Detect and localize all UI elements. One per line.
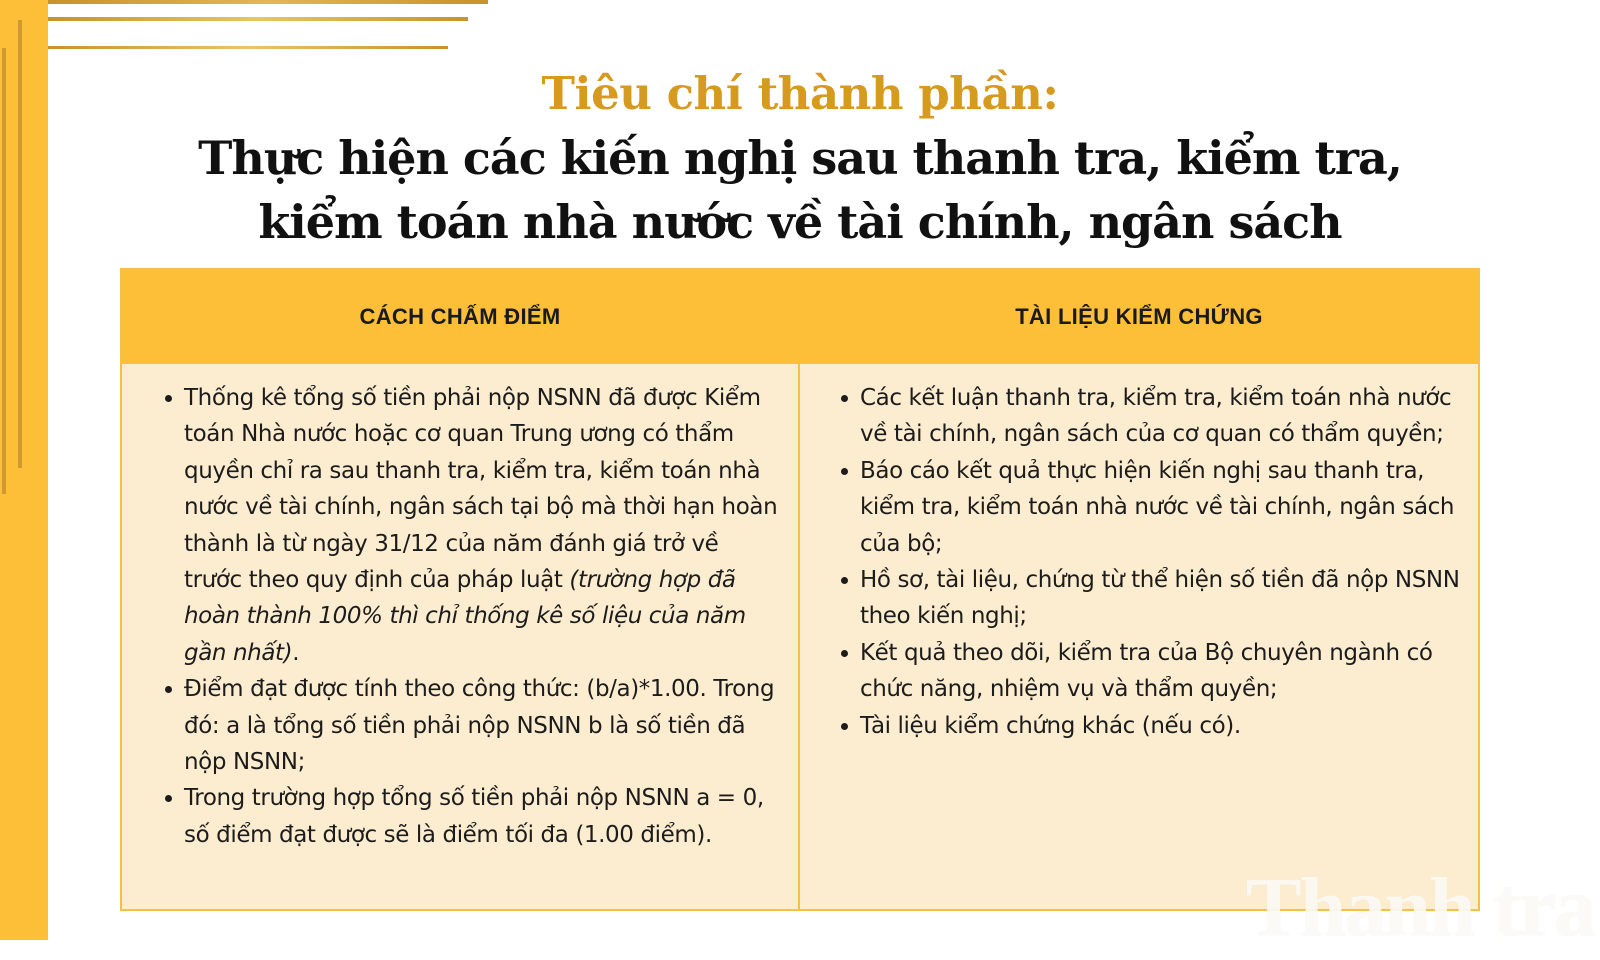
watermark-logo: Thanh tra (1245, 861, 1594, 954)
column-divider (798, 364, 800, 911)
evidence-list (838, 380, 1460, 744)
list-item (184, 671, 782, 780)
list-item-text: Điểm đạt được tính theo công thức: (b/a)*1.00. Trong đó: a là tổng số tiền phải nộp NSNN b là số tiền đã nộp NSNN; (184, 676, 775, 776)
scoring-list (162, 380, 782, 853)
page-title-line-2: kiểm toán nhà nước về tài chính, ngân sách (258, 195, 1342, 249)
list-item-note: (trường hợp đã hoàn thành 100% thì chỉ thống kê số liệu của năm gần nhất) (184, 567, 746, 666)
page-title-line-1: Thực hiện các kiến nghị sau thanh tra, kiểm tra, (198, 131, 1402, 185)
column-header-scoring: CÁCH CHẤM ĐIỂM (359, 304, 561, 329)
decorative-side-bar (0, 0, 48, 940)
decorative-gold-line (18, 20, 22, 468)
list-item: Các kết luận thanh tra, kiểm tra, kiểm toán nhà nước về tài chính, ngân sách của cơ quan có thẩm quyền; (860, 380, 1460, 453)
list-item-tail: . (292, 639, 300, 666)
subtitle: Tiêu chí thành phần: (541, 67, 1059, 120)
list-item (184, 780, 782, 853)
list-item: Kết quả theo dõi, kiểm tra của Bộ chuyên ngành có chức năng, nhiệm vụ và thẩm quyền; (860, 635, 1460, 708)
table-header-row (122, 270, 1478, 364)
evidence-documents-column (838, 380, 1460, 744)
list-item: Tài liệu kiểm chứng khác (nếu có). (860, 708, 1460, 744)
title-block (120, 62, 1480, 254)
list-item-text: Thống kê tổng số tiền phải nộp NSNN đã được Kiểm toán Nhà nước hoặc cơ quan Trung ương có thẩm quyền chỉ ra sau thanh tra, kiểm tra, kiểm toán nhà nước về tài chính, ngân sách tại bộ mà thời hạn hoàn thành là từ ngày 31/12 của năm đánh giá trở về trước theo quy định của pháp luật (184, 385, 778, 594)
scoring-method-column (162, 380, 782, 853)
list-item: Báo cáo kết quả thực hiện kiến nghị sau thanh tra, kiểm tra, kiểm toán nhà nước về tài chính, ngân sách của bộ; (860, 453, 1460, 562)
decorative-gold-line (2, 48, 6, 494)
list-item: Hồ sơ, tài liệu, chứng từ thể hiện số tiền đã nộp NSNN theo kiến nghị; (860, 562, 1460, 635)
decorative-gold-line (48, 0, 488, 4)
decorative-gold-line (48, 17, 468, 21)
column-header-evidence: TÀI LIỆU KIỂM CHỨNG (1015, 304, 1263, 329)
criteria-table (120, 268, 1480, 911)
decorative-gold-line (48, 46, 448, 49)
list-item (184, 380, 782, 671)
list-item-text: Trong trường hợp tổng số tiền phải nộp NSNN a = 0, số điểm đạt được sẽ là điểm tối đa (1.00 điểm). (184, 785, 764, 848)
